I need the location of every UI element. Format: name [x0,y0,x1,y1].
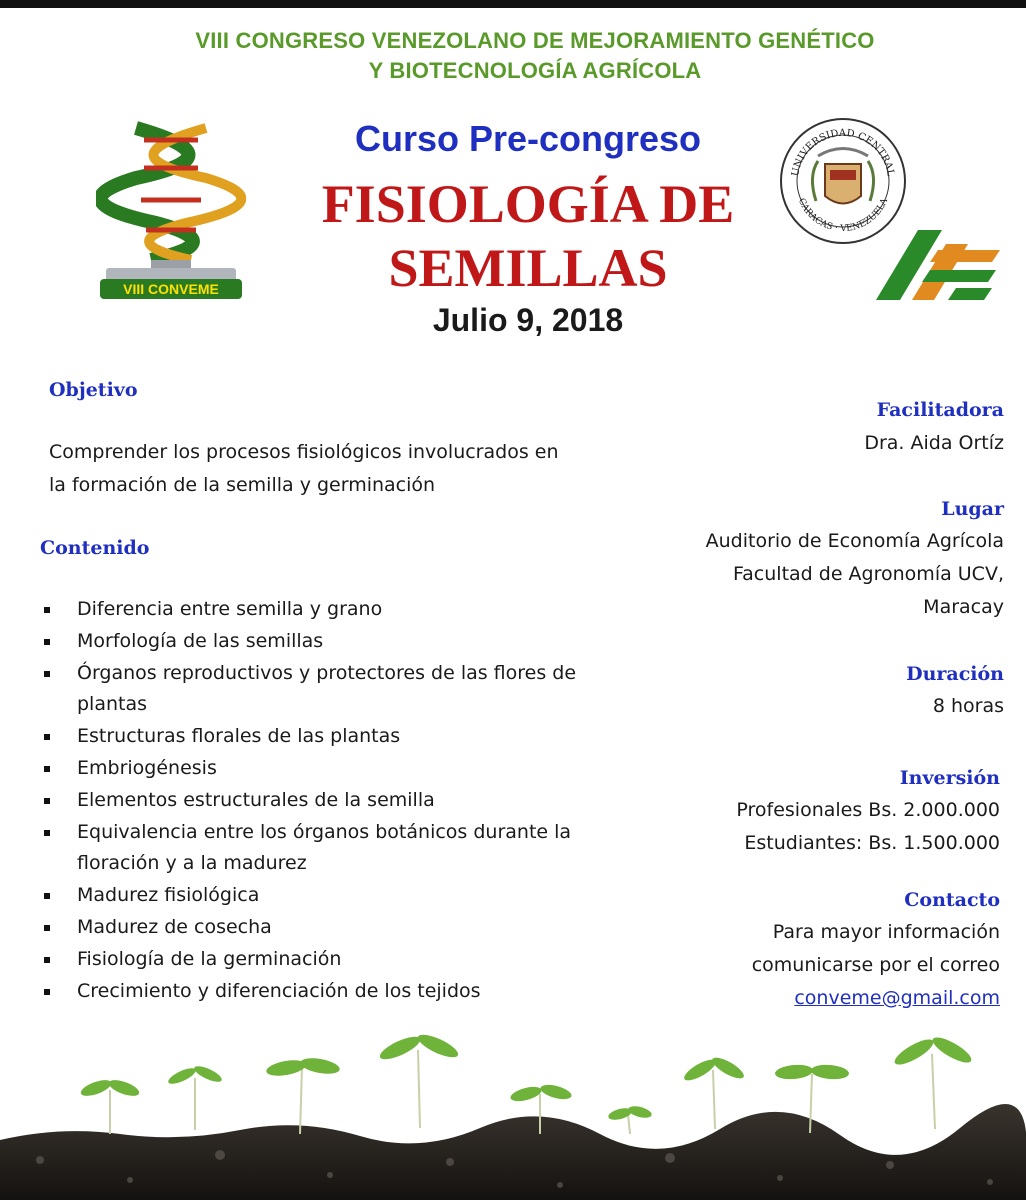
lugar-line3: Maracay [923,596,1004,618]
course-date: Julio 9, 2018 [432,302,624,338]
list-item: Equivalencia entre los órganos botánicos durante la floración y a la madurez [40,817,640,881]
lugar-line1: Auditorio de Economía Agrícola [705,530,1004,552]
top-border [0,0,1026,8]
inversion-text [580,794,1000,860]
list-item: Elementos estructurales de la semilla [40,785,640,817]
list-item: Diferencia entre semilla y grano [40,594,640,626]
facilitadora-name: Dra. Aida Ortíz [864,432,1004,454]
lugar-line2: Facultad de Agronomía UCV, [732,563,1004,585]
objetivo-text [49,436,649,502]
soil-seedlings-image [0,1030,1026,1200]
course-title-line2: SEMILLAS [388,238,668,298]
congress-title-line2: Y BIOTECNOLOGÍA AGRÍCOLA [368,58,702,83]
congress-title-line1: VIII CONGRESO VENEZOLANO DE MEJORAMIENTO GENÉTICO [195,28,875,53]
contact-email-link[interactable]: conveme@gmail.com [794,987,1000,1009]
course-title-line1: FISIOLOGÍA DE [321,174,735,234]
inversion-heading: Inversión [899,767,1000,789]
inversion-line1: Profesionales Bs. 2.000.000 [736,799,1000,821]
objetivo-line2: la formación de la semilla y germinación [49,474,436,496]
duracion-heading: Duración [906,663,1004,685]
congress-title [0,26,1026,86]
duracion-value: 8 horas [932,695,1004,717]
list-item: Órganos reproductivos y protectores de las flores de plantas [40,658,640,722]
contacto-line2: comunicarse por el correo [751,954,1000,976]
lugar-heading: Lugar [941,498,1004,520]
objetivo-line1: Comprender los procesos fisiológicos involucrados en [49,441,559,463]
lugar-text [584,525,1004,624]
contacto-heading: Contacto [904,889,1000,911]
list-item: Morfología de las semillas [40,626,640,658]
course-label: Curso Pre-congreso [354,118,702,159]
contacto-line1: Para mayor información [772,921,1000,943]
contenido-heading: Contenido [40,537,150,559]
list-item: Madurez de cosecha [40,912,640,944]
list-item: Embriogénesis [40,753,640,785]
objetivo-heading: Objetivo [49,379,138,401]
ucv-seal-top-text: UNIVERSIDAD CENTRAL [790,127,896,178]
contenido-list [40,594,640,1007]
facilitadora-heading: Facilitadora [876,399,1004,421]
list-item: Crecimiento y diferenciación de los tejidos [40,976,640,1008]
list-item: Estructuras florales de las plantas [40,721,640,753]
conveme-logo-text: VIII CONVEME [123,281,219,297]
contacto-text [580,916,1000,1015]
list-item: Fisiología de la germinación [40,944,640,976]
inversion-line2: Estudiantes: Bs. 1.500.000 [744,832,1000,854]
faculty-logo [872,222,1000,304]
list-item: Madurez fisiológica [40,880,640,912]
ucv-seal-bottom-text: CARACAS · VENEZUELA [795,196,891,235]
